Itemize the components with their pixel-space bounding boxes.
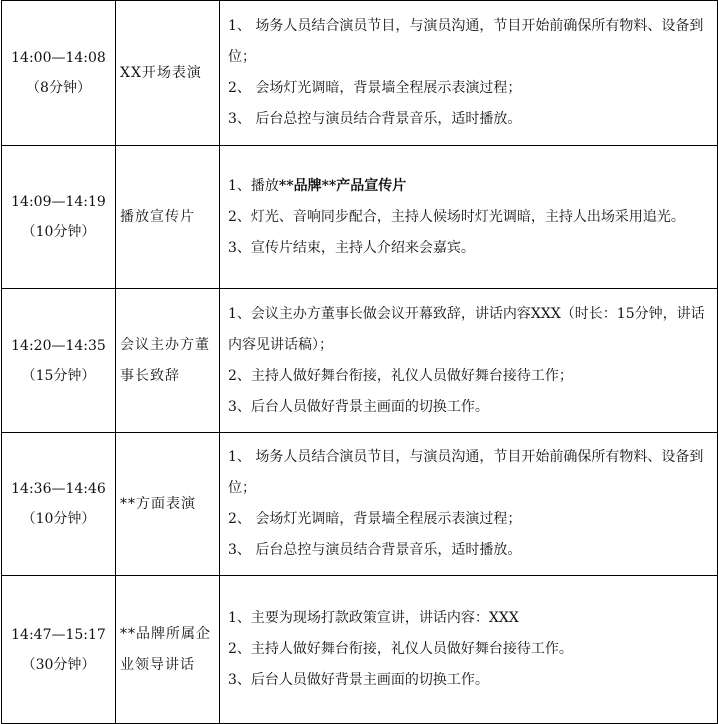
time-range: 14:47—15:17 xyxy=(11,626,106,643)
segment-title-cell xyxy=(116,146,220,289)
segment-title: **品牌所属企业领导讲话 xyxy=(120,625,211,673)
segment-title-cell xyxy=(116,433,220,576)
detail-cell xyxy=(220,433,718,576)
time-range: 14:09—14:19 xyxy=(11,194,106,210)
detail-line: 2、 会场灯光调暗，背景墙全程展示表演过程； xyxy=(228,511,522,527)
detail-prefix: 1、播放 xyxy=(228,177,279,194)
segment-title: 会议主办方董事长致辞 xyxy=(120,336,210,384)
detail-line: 1、主要为现场打款政策宣讲，讲话内容：XXX xyxy=(228,610,519,626)
table-row xyxy=(2,146,718,289)
detail-cell xyxy=(220,146,718,289)
duration: （10分钟） xyxy=(21,511,96,527)
segment-title-cell xyxy=(116,1,220,146)
duration: （8分钟） xyxy=(26,80,91,96)
detail-line: 3、宣传片结束，主持人介绍来会嘉宾。 xyxy=(228,239,475,256)
table-row xyxy=(2,576,718,724)
detail-cell xyxy=(220,1,718,146)
time-range: 14:20—14:35 xyxy=(11,337,106,354)
table-row xyxy=(2,289,718,433)
segment-title-cell xyxy=(116,576,220,724)
segment-title-cell xyxy=(116,289,220,433)
detail-line: 1、 场务人员结合演员节目，与演员沟通，节目开始前确保所有物料、设备到位； xyxy=(228,18,704,65)
detail-line: 2、主持人做好舞台衔接，礼仪人员做好舞台接待工作； xyxy=(228,367,573,384)
detail-cell xyxy=(220,289,718,433)
table-row xyxy=(2,433,718,576)
table-row xyxy=(2,1,718,146)
detail-line: 3、后台人员做好背景主画面的切换工作。 xyxy=(228,398,489,415)
detail-cell xyxy=(220,576,718,724)
duration: （15分钟） xyxy=(21,367,96,384)
detail-line: 2、主持人做好舞台衔接，礼仪人员做好舞台接待工作。 xyxy=(228,641,573,657)
detail-line: 1、会议主办方董事长做会议开幕致辞，讲话内容XXX（时长：15分钟，讲话内容见讲话稿）； xyxy=(228,305,705,353)
detail-line: 2、灯光、音响同步配合，主持人候场时灯光调暗，主持人出场采用追光。 xyxy=(228,208,685,225)
detail-line: 3、 后台总控与演员结合背景音乐，适时播放。 xyxy=(228,542,522,558)
product-video-name: **品牌**产品宣传片 xyxy=(278,177,407,194)
segment-title: XX开场表演 xyxy=(120,64,202,81)
time-cell xyxy=(2,146,116,289)
detail-line: 3、 后台总控与演员结合背景音乐，适时播放。 xyxy=(228,111,522,127)
detail-line: 1、 场务人员结合演员节目，与演员沟通，节目开始前确保所有物料、设备到位； xyxy=(228,449,704,496)
segment-title: **方面表演 xyxy=(120,495,196,512)
duration: （10分钟） xyxy=(21,224,96,240)
time-range: 14:00—14:08 xyxy=(11,50,106,66)
detail-line: 3、后台人员做好背景主画面的切换工作。 xyxy=(228,672,489,688)
schedule-table xyxy=(1,0,718,724)
detail-line: 2、 会场灯光调暗，背景墙全程展示表演过程； xyxy=(228,80,522,96)
time-cell xyxy=(2,1,116,146)
detail-line xyxy=(228,171,713,202)
duration: （30分钟） xyxy=(21,656,96,673)
time-cell xyxy=(2,576,116,724)
segment-title: 播放宣传片 xyxy=(120,208,195,225)
time-range: 14:36—14:46 xyxy=(11,481,106,497)
time-cell xyxy=(2,289,116,433)
time-cell xyxy=(2,433,116,576)
